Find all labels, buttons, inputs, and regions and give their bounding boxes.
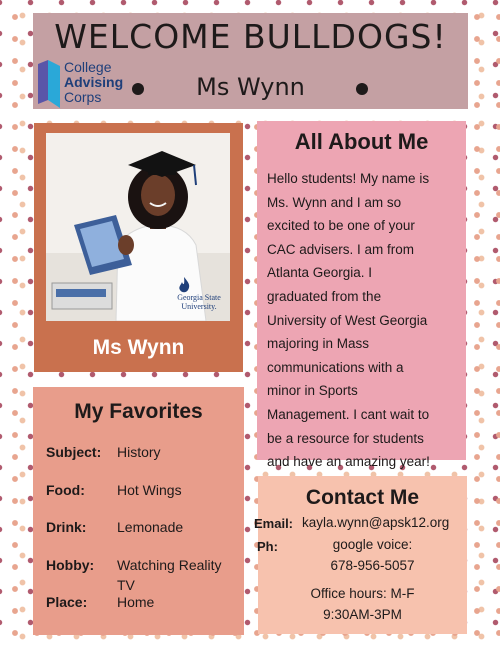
logo-line-college: College [64, 59, 112, 75]
about-line: University of West Georgia [267, 312, 428, 328]
about-line: minor in Sports [267, 383, 358, 399]
logo-line-advising: Advising [64, 74, 124, 90]
about-line: Ms. Wynn and I am so [267, 194, 402, 210]
favorite-place-label: Place: [46, 594, 88, 610]
header-banner [33, 13, 468, 109]
about-line: Atlanta Georgia. I [267, 265, 373, 281]
profile-photo-card [34, 123, 243, 372]
about-line: CAC advisers. I am from [267, 241, 415, 257]
favorite-subject-label: Subject: [46, 444, 102, 460]
favorite-drink-label: Drink: [46, 519, 87, 535]
about-line: majoring in Mass [267, 336, 370, 352]
phone-type: google voice: [332, 537, 413, 552]
about-me-text [267, 167, 456, 474]
contact-panel [254, 476, 467, 634]
favorite-place-value: Home [117, 594, 155, 610]
phone-label: Ph: [257, 539, 278, 554]
about-line: be a resource for students [267, 430, 424, 446]
profile-photo [46, 133, 230, 321]
favorites-panel [33, 387, 244, 635]
about-line: graduated from the [267, 288, 382, 304]
favorite-food-label: Food: [46, 482, 85, 498]
gsu-logo-line2: University. [181, 302, 217, 311]
phone-number: 678-956-5057 [330, 558, 415, 573]
favorite-drink-value: Lemonade [117, 519, 184, 535]
page-subtitle: Ms Wynn [196, 73, 305, 101]
bullet-dot-right [356, 83, 368, 95]
profile-name: Ms Wynn [92, 336, 185, 359]
about-me-panel [257, 121, 466, 470]
about-line: Hello students! My name is [267, 171, 430, 186]
gsu-logo-line1: Georgia State [177, 293, 221, 302]
favorite-subject-value: History [117, 444, 161, 460]
logo-line-corps: Corps [64, 89, 102, 105]
contact-heading: Contact Me [305, 486, 420, 509]
about-line: excited to be one of your [267, 218, 415, 234]
favorite-hobby-value: Watching Reality TV [117, 557, 222, 593]
favorite-hobby-label: Hobby: [46, 557, 95, 573]
email-address: kayla.wynn@apsk12.org [302, 515, 450, 530]
page-title: WELCOME BULLDOGS! [54, 17, 447, 56]
about-line: and have an amazing year! [267, 454, 430, 470]
email-label: Email: [254, 516, 294, 531]
favorite-food-value: Hot Wings [117, 482, 182, 498]
office-hours-days: Office hours: M-F [310, 586, 415, 601]
flame-icon [174, 277, 194, 293]
office-hours-times: 9:30AM-3PM [323, 607, 402, 622]
about-me-heading: All About Me [294, 129, 429, 154]
about-line: communications with a [267, 359, 404, 375]
favorites-heading: My Favorites [74, 400, 203, 423]
about-line: Management. I cant wait to [267, 406, 430, 422]
georgia-state-university-logo [174, 277, 224, 311]
